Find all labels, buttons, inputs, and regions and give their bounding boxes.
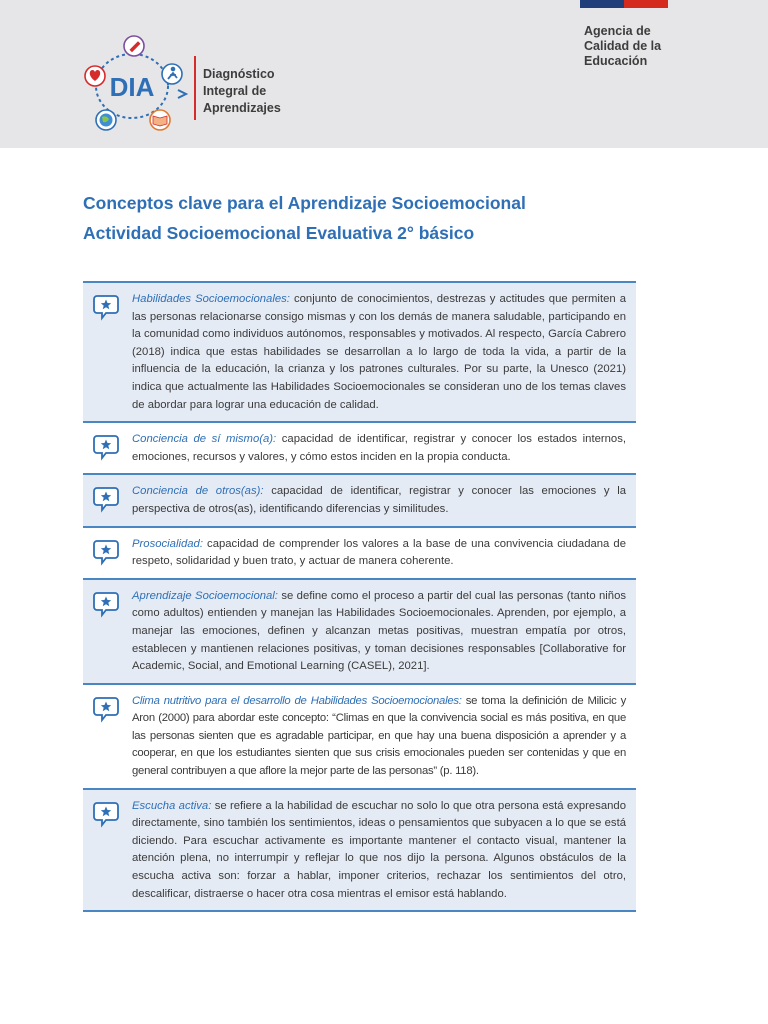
person-icon: [162, 64, 182, 84]
pencil-icon: [124, 36, 144, 56]
concept-definition: capacidad de identificar, registrar y conocer las emociones y la perspectiva de otros(as), identificando diferencias y similitudes.: [132, 485, 626, 515]
concept-term: Clima nutritivo para el desarrollo de Habilidades Socioemocionales:: [132, 694, 462, 707]
concept-text: [132, 291, 626, 414]
agency-line-3: Educación: [584, 54, 648, 68]
logo-acronym: DIA: [109, 72, 155, 102]
concept-definition: conjunto de conocimientos, destrezas y actitudes que permiten a las personas relacionarse consigo mismas y con los demás de manera saludable, participando en la comunidad como individuos autónomos, responsables y motivados. Al respecto, García Cabrero (2018) indica que estas habilidades se desarrollan a lo largo de toda la vida, a partir de la influencia de la educación, la crianza y los patrones culturales. Por su parte, la Unesco (2021) indica que actualmente las Habilidades Socioemocionales se consideran uno de los temas claves de abordar para lograr una educación de calidad.: [132, 293, 626, 411]
logo-line-2: Integral de: [203, 84, 267, 98]
concept-text: [132, 588, 626, 676]
logo-line-3: Aprendizajes: [203, 101, 281, 115]
concept-term: Conciencia de otros(as):: [132, 485, 264, 498]
concept-text: [132, 798, 626, 904]
speech-bubble-star-icon: [91, 484, 121, 514]
speech-bubble-star-icon: [91, 537, 121, 567]
agency-line-2: Calidad de la: [584, 39, 662, 53]
speech-bubble-star-icon: [91, 292, 121, 322]
speech-bubble-star-icon: [91, 432, 121, 462]
concept-term: Conciencia de sí mismo(a):: [132, 433, 277, 446]
concept-definition: se define como el proceso a partir del cual las personas (tanto niños como adultos) entienden y manejan las Habilidades Socioemocionales. Aprenden, por ejemplo, a manejar las emociones, definen y alcanzan metas positivas, muestran empatía por otros, establecen y mantienen relaciones positivas, y toman decisiones responsables [Collaborative for Academic, Social, and Emotional Learning (CASEL), 2021].: [132, 589, 626, 673]
logo-line-1: Diagnóstico: [203, 67, 275, 81]
concept-item: [83, 421, 636, 473]
concept-item: [83, 473, 636, 525]
logo-wordmark: [203, 66, 281, 117]
concept-term: Aprendizaje Socioemocional:: [132, 589, 278, 602]
concept-item: [83, 788, 636, 913]
concept-text: [132, 483, 626, 518]
concept-definition: capacidad de comprender los valores a la base de una convivencia ciudadana de respeto, solidaridad y buen trato, y actuar de manera coherente.: [132, 537, 626, 568]
agency-name: [584, 24, 694, 69]
speech-bubble-star-icon: [91, 589, 121, 619]
page-header: [0, 0, 768, 148]
logo-divider: [194, 56, 196, 120]
concept-definition: se refiere a la habilidad de escuchar no solo lo que otra persona está expresando directamente, sino también los sentimientos, ideas o pensamientos que subyacen a lo que se está diciendo. Para escuchar activamente es importante mantener el contacto visual, mantener la atención plena, no interrumpir y reflejar lo que nos dijo la persona. Algunos obstáculos de la escucha activa son: forzar a hablar, imponer criterios, rechazar los sentimientos del otro, descalificar, distraerse o hacer otra cosa mientras el emisor está hablando.: [132, 799, 626, 900]
globe-icon: [96, 110, 116, 130]
book-icon: [150, 110, 170, 130]
concept-definition: se toma la definición de Milicic y Aron (2000) para abordar este concepto: “Climas en que la convivencia social es más positiva, en que las personas sienten que es agradable participar, en que hay una buena disposición a aprender y a cooperar, en que los estudiantes sienten que sus crisis emocionales pueden ser contenidas y que en general contribuyen a que aflore la mejor parte de las personas” (p. 118).: [132, 694, 627, 778]
concept-text: [132, 431, 626, 466]
agency-line-1: Agencia de: [584, 24, 651, 38]
heart-icon: [85, 66, 105, 86]
concept-list: [83, 281, 636, 912]
speech-bubble-star-icon: [91, 694, 121, 724]
concept-item: [83, 683, 636, 788]
flag-stripe: [580, 0, 668, 8]
page-title: [83, 188, 703, 248]
title-line-1: Conceptos clave para el Aprendizaje Socioemocional: [83, 193, 526, 213]
concept-term: Habilidades Socioemocionales:: [132, 293, 290, 305]
concept-text: [132, 693, 626, 781]
concept-term: Escucha activa:: [132, 799, 212, 812]
title-line-2: Actividad Socioemocional Evaluativa 2° básico: [83, 223, 475, 243]
concept-item: [83, 281, 636, 421]
concept-definition: capacidad de identificar, registrar y conocer los estados internos, emociones, recursos y valores, y cómo estos inciden en la propia conducta.: [132, 433, 626, 463]
concept-text: [132, 536, 626, 571]
dia-logo: [82, 34, 202, 134]
concept-item: [83, 578, 636, 683]
speech-bubble-star-icon: [91, 799, 121, 829]
concept-item: [83, 526, 636, 578]
concept-term: Prosocialidad:: [132, 537, 203, 550]
